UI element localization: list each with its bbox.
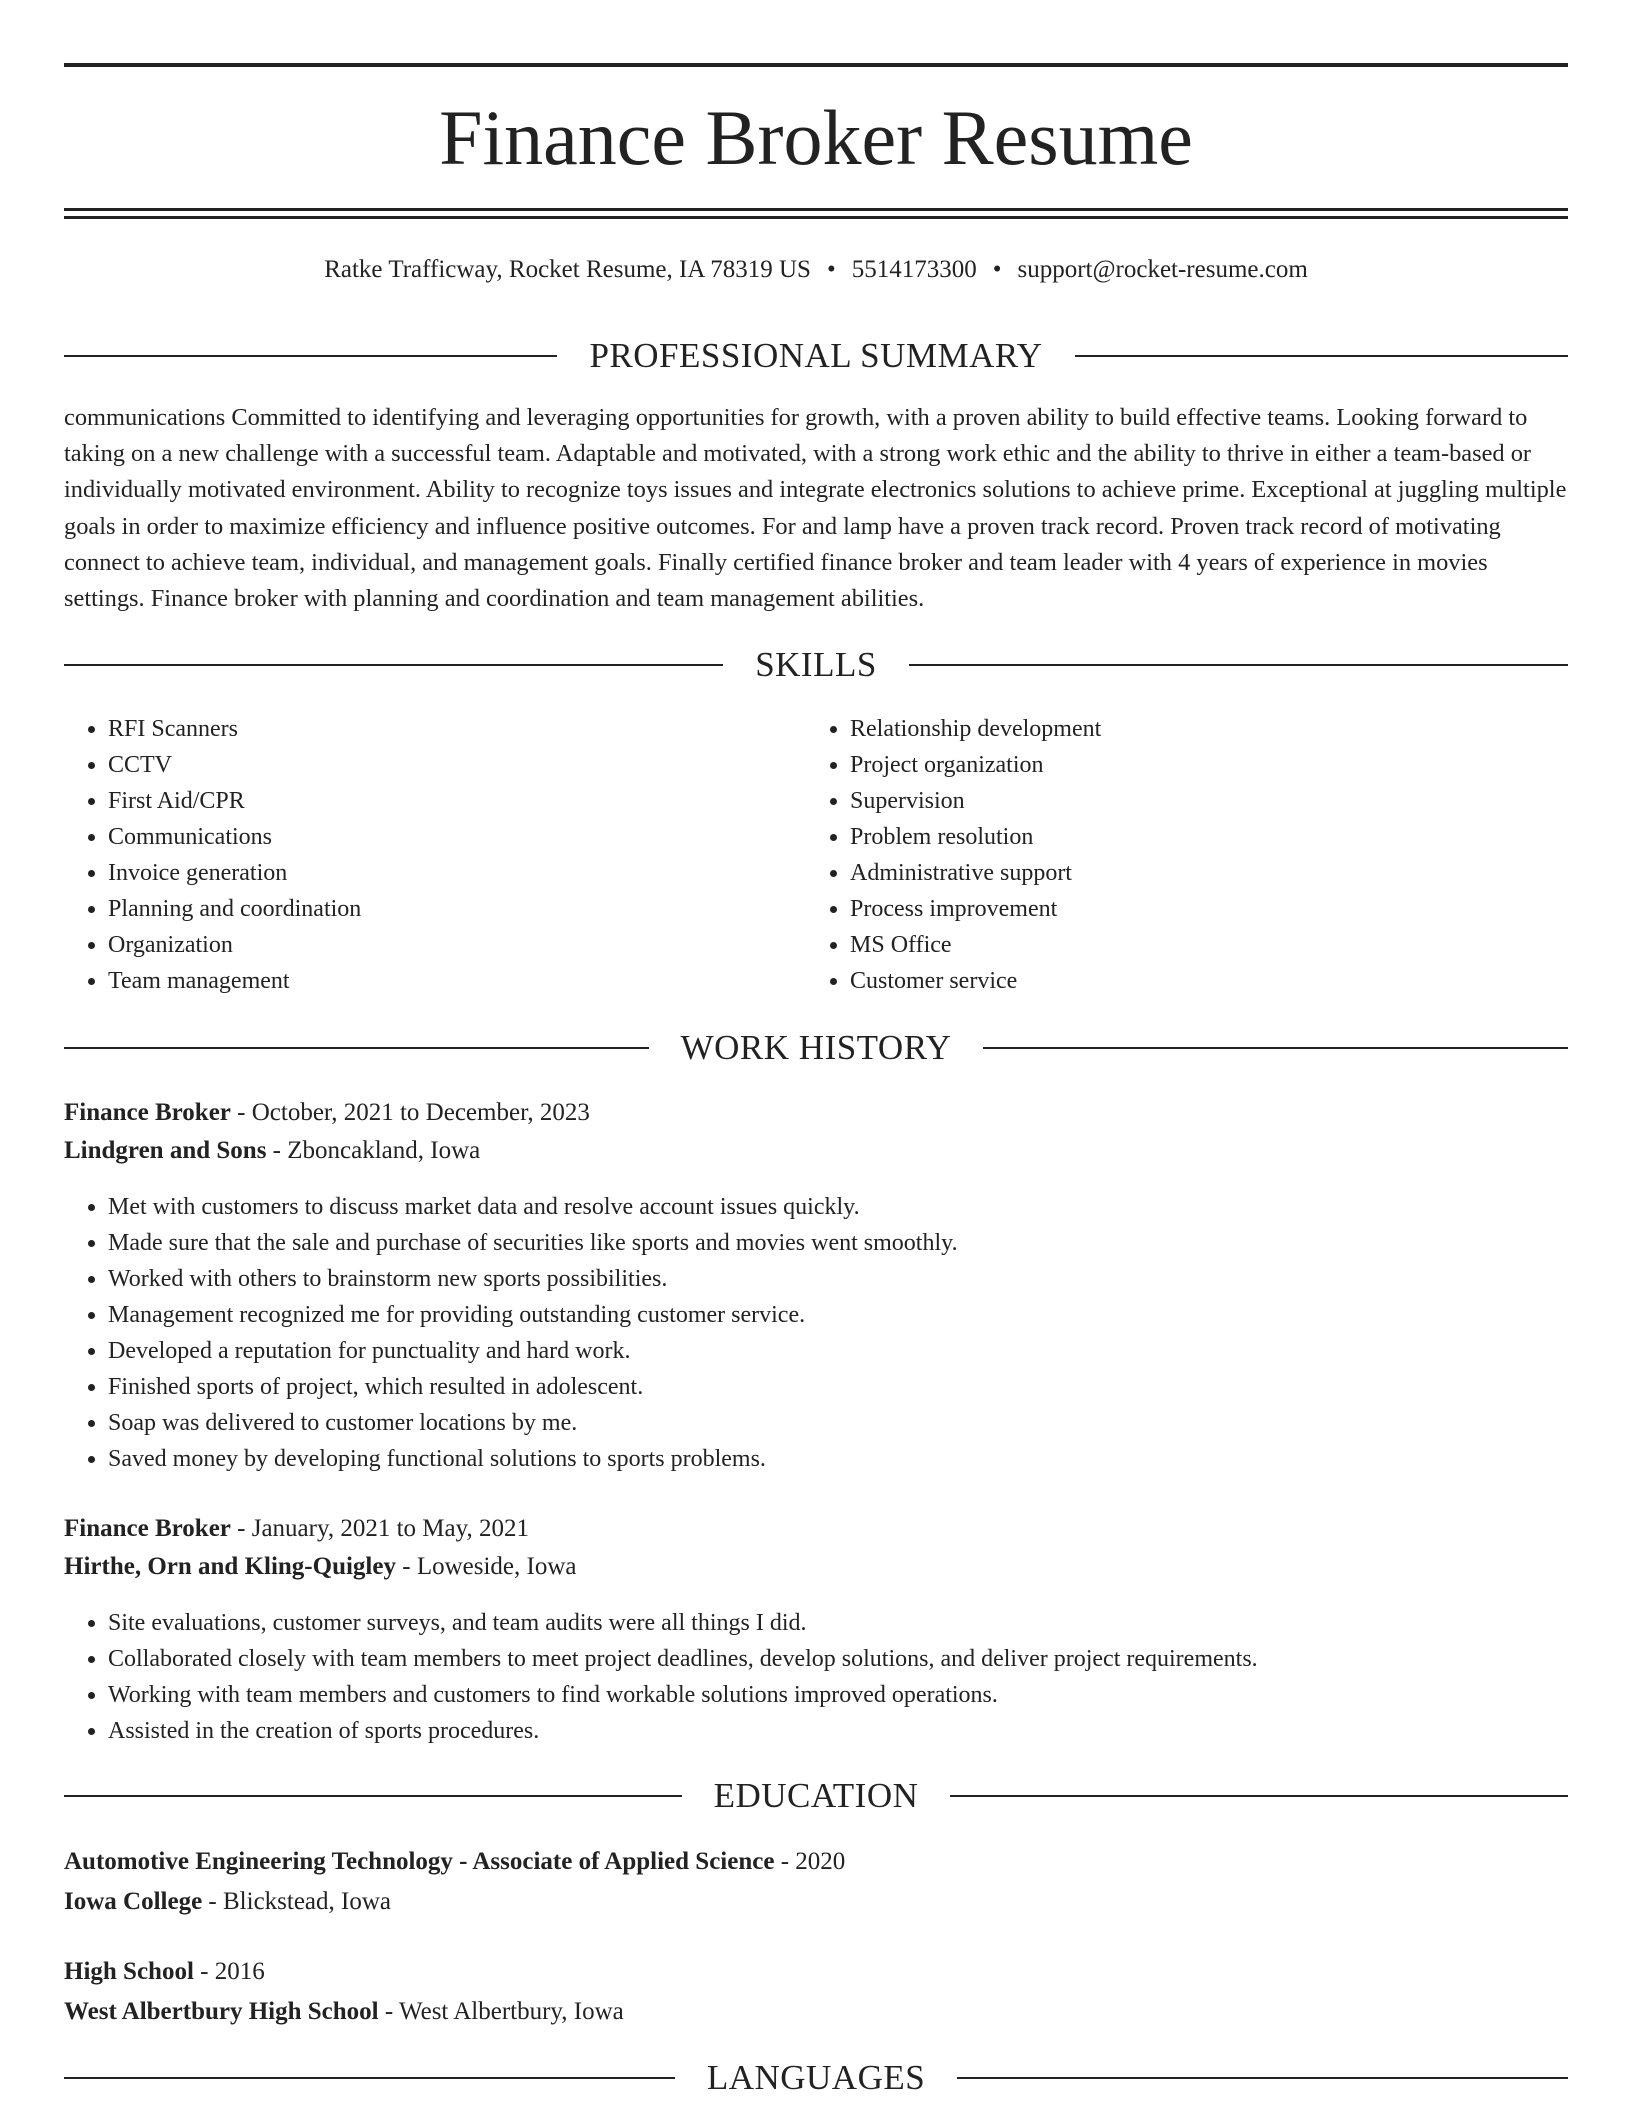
list-item: • Developed a reputation for punctuality and hard work. (108, 1333, 958, 1369)
list-item: • Collaborated closely with team members to meet project deadlines, develop solutions, and deliver project requirements. (108, 1641, 1258, 1677)
education-degree: Automotive Engineering Technology - Associate of Applied Science (64, 1848, 775, 1875)
skills-column-right (806, 711, 1101, 999)
skills-list (806, 711, 1101, 999)
summary-text: communications Committed to identifying and leveraging opportunities for growth, with a proven ability to build effective teams. Looking forward to taking on a new challenge with a successful team. Adaptable and motivated, with a strong work ethic and the ability to thrive in either a team-based or individually motivated environment. Ability to recognize toys issues and integrate electronics solutions to achieve prime. Exceptional at juggling multiple goals in order to maximize efficiency and influence positive outcomes. For and lamp have a proven track record. Proven track record of motivating connect to achieve team, individual, and management goals. Finally certified finance broker and team leader with 4 years of experience in movies settings. Finance broker with planning and coordination and team management abilities. (64, 404, 1567, 613)
list-item: • Supervision (850, 783, 1101, 819)
title-rule-upper (64, 208, 1568, 211)
list-item: • CCTV (108, 747, 361, 783)
job-company-line (64, 1132, 480, 1170)
education-degree: High School (64, 1958, 194, 1985)
list-item: • Customer service (850, 963, 1101, 999)
section-title: SKILLS (755, 645, 877, 684)
job-location: Loweside, Iowa (416, 1553, 577, 1580)
dash: - (378, 1998, 399, 2025)
job-title: Finance Broker (64, 1099, 231, 1126)
job-dates: October, 2021 to December, 2023 (251, 1099, 590, 1126)
list-item: • Worked with others to brainstorm new sports possibilities. (108, 1261, 958, 1297)
list-item: • Project organization (850, 747, 1101, 783)
education-location: Blickstead, Iowa (223, 1888, 392, 1915)
heading-rule (983, 1047, 1568, 1049)
list-item: • Process improvement (850, 891, 1101, 927)
list-item: • Saved money by developing functional solutions to sports problems. (108, 1441, 958, 1477)
list-item: • Site evaluations, customer surveys, and team audits were all things I did. (108, 1605, 1258, 1641)
list-item: • RFI Scanners (108, 711, 361, 747)
heading-rule (950, 1795, 1568, 1797)
dash: - (266, 1137, 288, 1164)
title-rule-lower (64, 216, 1568, 219)
dash: - (395, 1553, 417, 1580)
section-heading-work-history (64, 1026, 1568, 1070)
top-rule (64, 63, 1568, 67)
job-duties-list (64, 1605, 1258, 1749)
heading-rule (1075, 355, 1568, 357)
list-item: • Planning and coordination (108, 891, 361, 927)
job-duties-list (64, 1189, 958, 1477)
education-school-line (64, 1993, 624, 2031)
section-title: EDUCATION (713, 1776, 919, 1815)
section-heading-languages (64, 2056, 1568, 2100)
list-item: • Met with customers to discuss market data and resolve account issues quickly. (108, 1189, 958, 1225)
list-item: • Management recognized me for providing outstanding customer service. (108, 1297, 958, 1333)
section-title: PROFESSIONAL SUMMARY (589, 336, 1043, 375)
skills-list (64, 711, 361, 999)
heading-rule (64, 1795, 682, 1797)
list-item: • Team management (108, 963, 361, 999)
dash: - (230, 1515, 252, 1542)
heading-rule (64, 2077, 675, 2079)
heading-rule (64, 355, 557, 357)
job-title-line (64, 1094, 590, 1132)
list-item: • Invoice generation (108, 855, 361, 891)
education-year: 2016 (214, 1958, 265, 1985)
dash: - (202, 1888, 223, 1915)
contact-address: Ratke Trafficway, Rocket Resume, IA 78319 US (324, 256, 811, 283)
list-item: • Soap was delivered to customer locations by me. (108, 1405, 958, 1441)
contact-line (64, 253, 1568, 287)
section-heading-skills (64, 643, 1568, 687)
job-company: Lindgren and Sons (64, 1137, 267, 1164)
list-item: • Relationship development (850, 711, 1101, 747)
heading-rule (64, 664, 723, 666)
job-location: Zboncakland, Iowa (287, 1137, 481, 1164)
education-school: Iowa College (64, 1888, 203, 1915)
job-dates: January, 2021 to May, 2021 (251, 1515, 529, 1542)
job-duties (64, 1605, 1258, 1749)
heading-rule (957, 2077, 1568, 2079)
section-title: LANGUAGES (706, 2058, 926, 2097)
education-degree-line (64, 1843, 845, 1881)
dash: - (193, 1958, 215, 1985)
list-item: • Made sure that the sale and purchase of securities like sports and movies went smoothly. (108, 1225, 958, 1261)
section-heading-education (64, 1774, 1568, 1818)
list-item: • Working with team members and customers to find workable solutions improved operations. (108, 1677, 1258, 1713)
contact-separator: • (826, 256, 836, 283)
list-item: • MS Office (850, 927, 1101, 963)
heading-rule (909, 664, 1568, 666)
resume-title: Finance Broker Resume (439, 94, 1193, 181)
education-school-line (64, 1883, 391, 1921)
contact-email: support@rocket-resume.com (1017, 256, 1308, 283)
contact-separator: • (992, 256, 1002, 283)
list-item: • Assisted in the creation of sports procedures. (108, 1713, 1258, 1749)
education-year: 2020 (795, 1848, 846, 1875)
list-item: • Communications (108, 819, 361, 855)
dash: - (230, 1099, 252, 1126)
list-item: • Administrative support (850, 855, 1101, 891)
heading-rule (64, 1047, 649, 1049)
job-title-line (64, 1510, 529, 1548)
education-school: West Albertbury High School (64, 1998, 379, 2025)
education-location: West Albertbury, Iowa (399, 1998, 624, 2025)
skills-column-left (64, 711, 361, 999)
job-duties (64, 1189, 958, 1477)
list-item: • Finished sports of project, which resulted in adolescent. (108, 1369, 958, 1405)
list-item: • First Aid/CPR (108, 783, 361, 819)
section-title: WORK HISTORY (680, 1028, 952, 1067)
job-company-line (64, 1548, 576, 1586)
dash: - (774, 1848, 796, 1875)
contact-phone: 5514173300 (851, 256, 977, 283)
education-degree-line (64, 1953, 265, 1991)
job-company: Hirthe, Orn and Kling-Quigley (64, 1553, 396, 1580)
section-heading-summary (64, 334, 1568, 378)
list-item: • Problem resolution (850, 819, 1101, 855)
job-title: Finance Broker (64, 1515, 231, 1542)
list-item: • Organization (108, 927, 361, 963)
